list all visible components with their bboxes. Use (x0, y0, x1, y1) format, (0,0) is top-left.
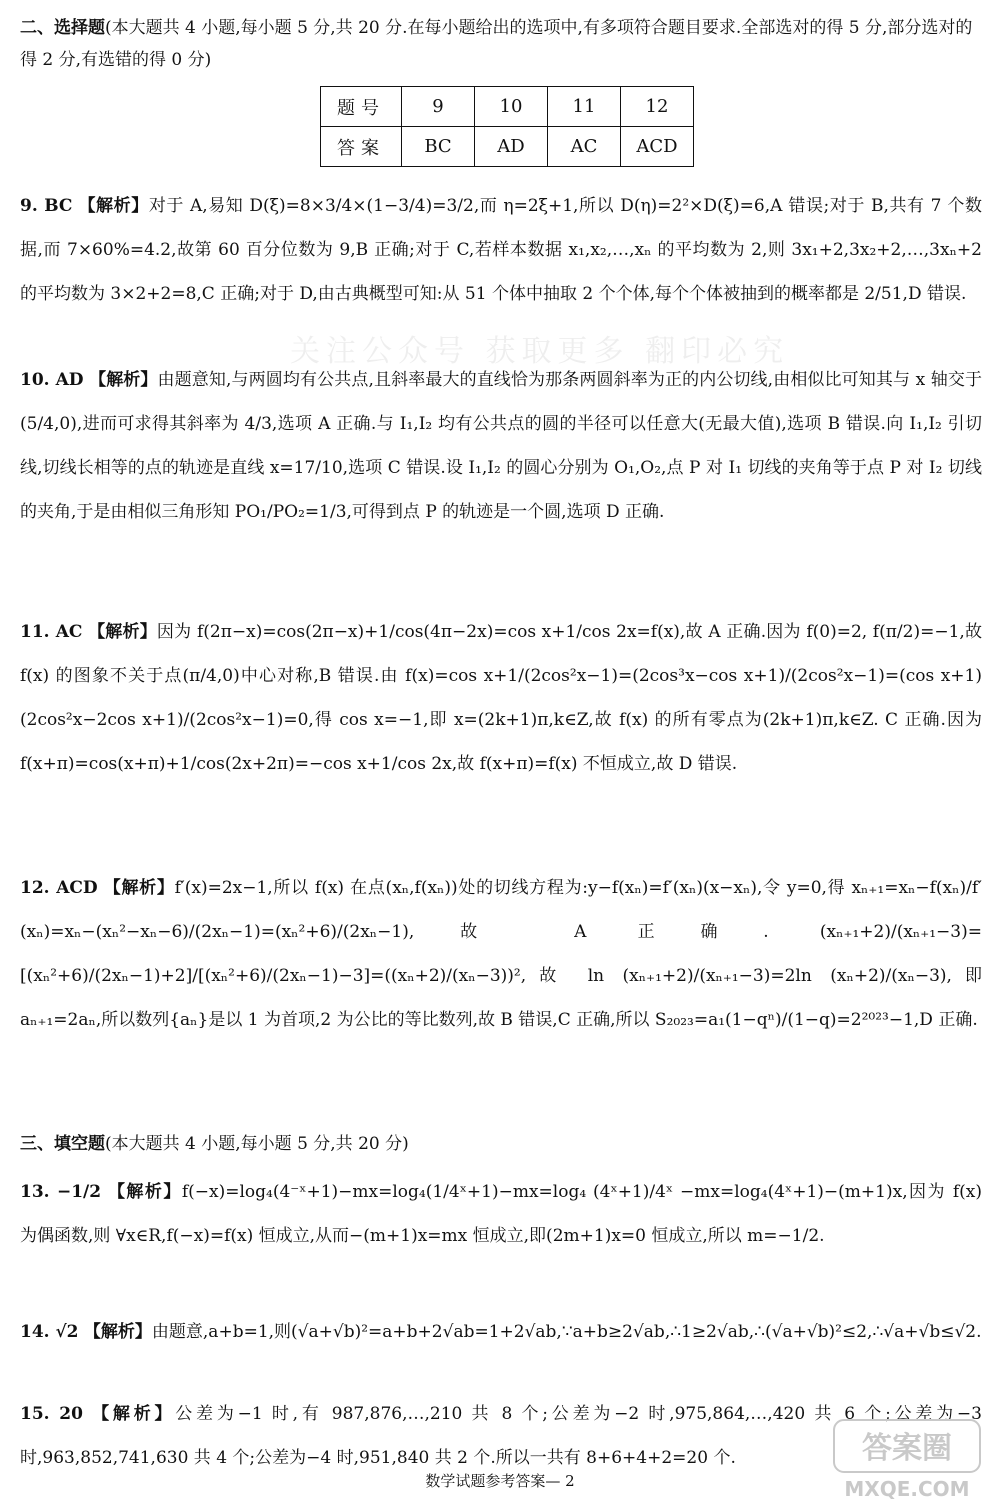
solution-text: 公差为−1 时,有 987,876,…,210 共 8 个;公差为−2 时,975,864,…,420 共 6 个;公差为−3 时,963,852,741,630 共 4 个;公差为−4 时,951,840 共 2 个.所以一共有 8+6+4+2=20 个. (20, 1404, 982, 1468)
table-row (321, 87, 694, 127)
solution-text: f′(x)=2x−1,所以 f(x) 在点(xₙ,f(xₙ))处的切线方程为:y−f(xₙ)=f′(xₙ)(x−xₙ),令 y=0,得 xₙ₊₁=xₙ−f(xₙ)/f′(xₙ)=xₙ−(xₙ²−xₙ−6)/(2xₙ−1)=(xₙ²+6)/(2xₙ−1),故 A 正确. (xₙ₊₁+2)/(xₙ₊₁−3)=[(xₙ²+6)/(2xₙ−1)+2]/[(xₙ²+6)/(2xₙ−1)−3]=((xₙ+2)/(xₙ−3))²,故 ln (xₙ₊₁+2)/(xₙ₊₁−3)=2ln (xₙ+2)/(xₙ−3),即 aₙ₊₁=2aₙ,所以数列{aₙ}是以 1 为首项,2 为公比的等比数列,故 B 错误,C 正确,所以 S₂₀₂₃=a₁(1−qⁿ)/(1−q)=2²⁰²³−1,D 正确. (20, 878, 983, 1030)
section2-header (20, 12, 986, 76)
question-head: 15. 20 (20, 1404, 83, 1424)
table-cell: 11 (548, 87, 621, 127)
section3-instructions: (本大题共 4 小题,每小题 5 分,共 20 分) (105, 1134, 409, 1154)
table-cell: AC (548, 127, 621, 167)
logo-bottom-text: MXQE.COM (844, 1477, 970, 1501)
logo-top-text: 答案圈 (862, 1431, 952, 1466)
question-head: 11. AC (20, 622, 83, 642)
table-cell: 12 (621, 87, 694, 127)
question-9-solution (20, 184, 982, 316)
analysis-tag: 【解析】 (83, 1322, 152, 1342)
section2-title: 二、选择题 (20, 18, 105, 38)
solution-text: 因为 f(2π−x)=cos(2π−x)+1/cos(4π−2x)=cos x+1/cos 2x=f(x),故 A 正确.因为 f(0)=2, f(π/2)=−1,故 f(x) 的图象不关于点(π/4,0)中心对称,B 错误.由 f(x)=cos x+1/(2cos²x−1)=(2cos³x−cos x+1)/(2cos²x−1)=(cos x+1)(2cos²x−2cos x+1)/(2cos²x−1)=0,得 cos x=−1,即 x=(2k+1)π,k∈Z,故 f(x) 的所有零点为(2k+1)π,k∈Z. C 正确.因为 f(x+π)=cos(x+π)+1/cos(2x+2π)=−cos x+1/cos 2x,故 f(x+π)=f(x) 不恒成立,故 D 错误. (20, 622, 983, 774)
analysis-tag: 【解析】 (78, 196, 149, 216)
section2-instructions: (本大题共 4 小题,每小题 5 分,共 20 分.在每小题给出的选项中,有多项符合题目要求.全部选对的得 5 分,部分选对的得 2 分,有选错的得 0 分) (20, 18, 973, 70)
analysis-tag: 【解析】 (88, 622, 157, 642)
table-cell: 10 (475, 87, 548, 127)
section3-title: 三、填空题 (20, 1134, 105, 1154)
question-head: 9. BC (20, 196, 73, 216)
question-head: 12. ACD (20, 878, 98, 898)
question-14-solution (20, 1310, 982, 1354)
table-row (321, 127, 694, 167)
center-watermark: 关注公众号 获取更多 翻印必究 (290, 334, 790, 369)
table-cell: 9 (402, 87, 475, 127)
section3-header (20, 1128, 986, 1160)
site-logo-watermark (832, 1418, 982, 1502)
page-footer: 数学试题参考答案— 2 (425, 1472, 575, 1490)
solution-text: f(−x)=log₄(4⁻ˣ+1)−mx=log₄(1/4ˣ+1)−mx=log₄ (4ˣ+1)/4ˣ −mx=log₄(4ˣ+1)−(m+1)x,因为 f(x) 为偶函数,则 ∀x∈R,f(−x)=f(x) 恒成立,从而−(m+1)x=mx 恒成立,即(2m+1)x=0 恒成立,所以 m=−1/2. (20, 1182, 983, 1246)
table-cell: BC (402, 127, 475, 167)
analysis-tag: 【解析】 (89, 370, 158, 390)
solution-text: 由题意,a+b=1,则(√a+√b)²=a+b+2√ab=1+2√ab,∵a+b≥2√ab,∴1≥2√ab,∴(√a+√b)²≤2,∴√a+√b≤√2. (151, 1322, 982, 1342)
solution-text: 对于 A,易知 D(ξ)=8×3/4×(1−3/4)=3/2,而 η=2ξ+1,所以 D(η)=2²×D(ξ)=6,A 错误;对于 B,共有 7 个数据,而 7×60%=4.2,故第 60 百分位数为 9,B 正确;对于 C,若样本数据 x₁,x₂,…,xₙ 的平均数为 2,则 3x₁+2,3x₂+2,…,3xₙ+2 的平均数为 3×2+2=8,C 正确;对于 D,由古典概型可知:从 51 个体中抽取 2 个个体,每个个体被抽到的概率都是 2/51,D 错误. (20, 196, 983, 304)
analysis-tag: 【解析】 (103, 878, 175, 898)
question-12-solution (20, 866, 982, 1042)
question-head: 13. −1/2 (20, 1182, 102, 1202)
table-row-label: 答案 (321, 127, 402, 167)
question-13-solution (20, 1170, 982, 1258)
table-cell: ACD (621, 127, 694, 167)
question-head: 10. AD (20, 370, 84, 390)
question-11-solution (20, 610, 982, 786)
table-row-label: 题号 (321, 87, 402, 127)
solution-text: 由题意知,与两圆均有公共点,且斜率最大的直线恰为那条两圆斜率为正的内公切线,由相似比可知其与 x 轴交于(5/4,0),进而可求得其斜率为 4/3,选项 A 正确.与 I₁,I₂ 均有公共点的圆的半径可以任意大(无最大值),选项 B 错误.向 I₁,I₂ 引切线,切线长相等的点的轨迹是直线 x=17/10,选项 C 错误.设 I₁,I₂ 的圆心分别为 O₁,O₂,点 P 对 I₁ 切线的夹角等于点 P 对 I₂ 切线的夹角,于是由相似三角形知 PO₁/PO₂=1/3,可得到点 P 的轨迹是一个圆,选项 D 正确. (20, 370, 982, 522)
answer-table (320, 86, 694, 167)
analysis-tag: 【解析】 (92, 1404, 176, 1424)
question-head: 14. √2 (20, 1322, 79, 1342)
table-cell: AD (475, 127, 548, 167)
analysis-tag: 【解析】 (107, 1182, 182, 1202)
question-10-solution (20, 358, 982, 534)
